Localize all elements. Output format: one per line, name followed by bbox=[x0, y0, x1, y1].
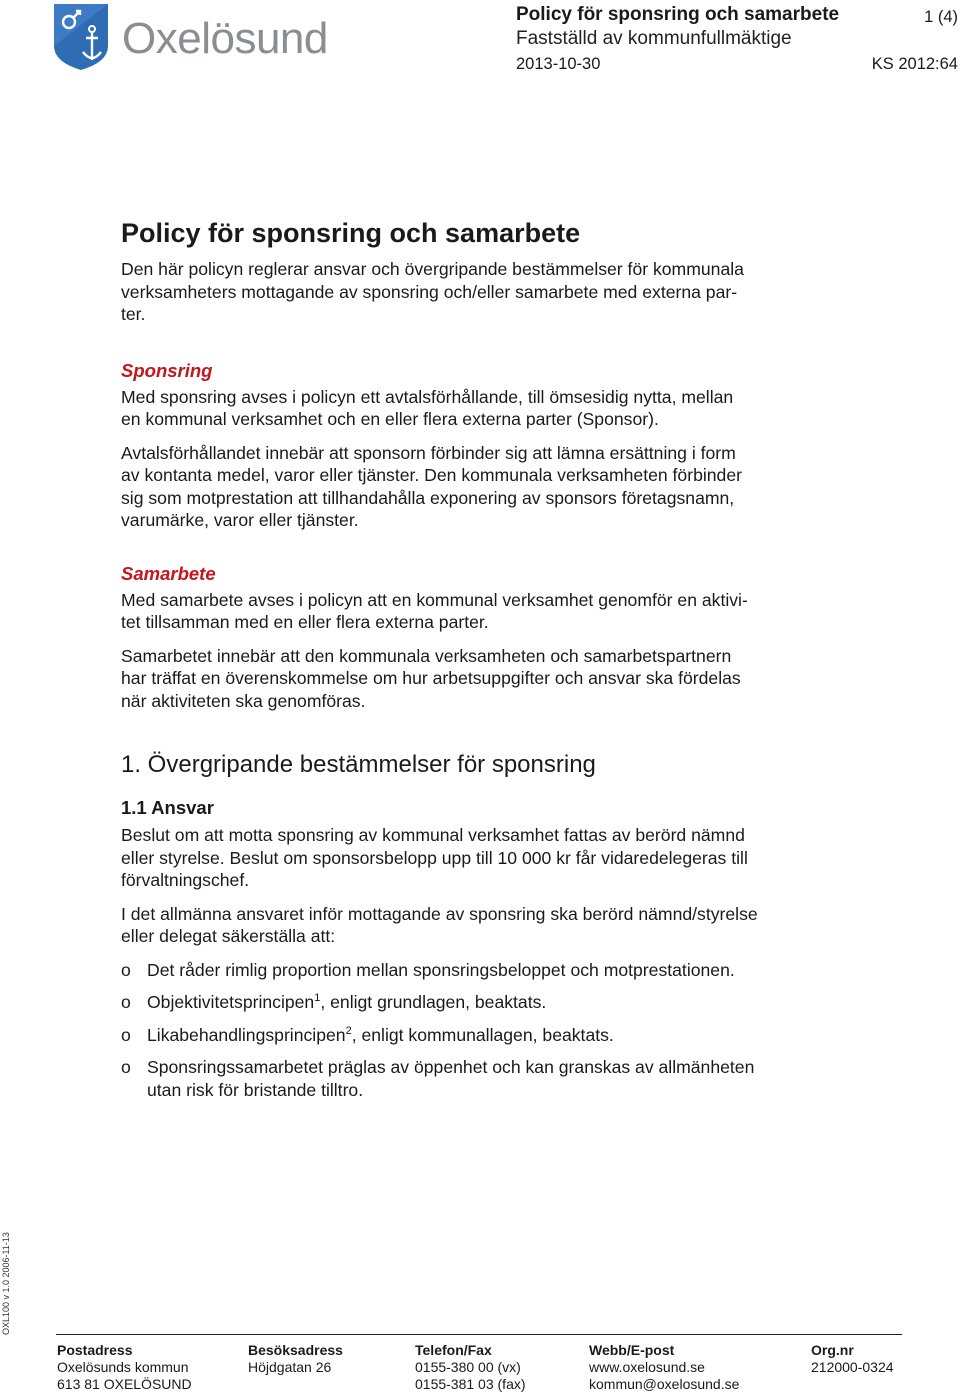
list-item-text: Sponsringssamarbetet präglas av öppenhet och kan granskas av allmänheten bbox=[147, 1057, 755, 1077]
footer-column-postadress bbox=[57, 1342, 192, 1393]
footer-heading: Org.nr bbox=[811, 1342, 854, 1358]
oxelosund-logo bbox=[52, 2, 362, 72]
text-line: I det allmänna ansvaret inför mottagande av sponsring ska berörd nämnd/styrelse bbox=[121, 903, 758, 924]
intro-line: verksamheters mottagande av sponsring och/eller samarbete med externa par- bbox=[121, 281, 738, 302]
footer-line: Höjdgatan 26 bbox=[248, 1359, 332, 1375]
email-link[interactable]: kommun@oxelosund.se bbox=[589, 1376, 740, 1392]
header-subtitle: Fastställd av kommunfullmäktige bbox=[516, 28, 792, 49]
bullet-marker: o bbox=[121, 959, 131, 980]
ansvar-paragraph-2 bbox=[121, 903, 841, 948]
footer-line: Oxelösunds kommun bbox=[57, 1359, 189, 1375]
footer-line: 0155-380 00 (vx) bbox=[415, 1359, 521, 1375]
footer-column-webb bbox=[589, 1342, 739, 1393]
text-line: tet tillsamman med en eller flera externa parter. bbox=[121, 612, 489, 632]
text-line: en kommunal verksamhet och en eller flera externa parter (Sponsor). bbox=[121, 409, 659, 429]
text-line: eller delegat säkerställa att: bbox=[121, 926, 336, 946]
list-item-text: Likabehandlingsprincipen bbox=[147, 1024, 346, 1045]
document-body bbox=[121, 216, 841, 1111]
footer-column-besoksadress bbox=[248, 1342, 343, 1376]
website-link[interactable]: www.oxelosund.se bbox=[589, 1359, 705, 1375]
list-item bbox=[121, 991, 841, 1014]
document-header bbox=[516, 4, 960, 76]
document-title: Policy för sponsring och samarbete bbox=[121, 218, 581, 248]
list-item-text: utan risk för bristande tilltro. bbox=[147, 1079, 364, 1100]
text-line: sig som motprestation att tillhandahålla exponering av sponsors företagsnamn, bbox=[121, 487, 735, 508]
header-reference: KS 2012:64 bbox=[871, 55, 958, 73]
list-item bbox=[121, 1024, 841, 1047]
footer-divider bbox=[56, 1334, 902, 1335]
footer-column-telefon bbox=[415, 1342, 526, 1393]
header-date: 2013-10-30 bbox=[516, 55, 601, 73]
ansvar-paragraph-1 bbox=[121, 824, 841, 892]
footer-line: 212000-0324 bbox=[811, 1359, 894, 1375]
list-item-text: , enligt grundlagen, beaktats. bbox=[320, 992, 547, 1012]
header-title: Policy för sponsring och samarbete bbox=[516, 4, 840, 25]
footer-heading: Telefon/Fax bbox=[415, 1342, 492, 1358]
footer-heading: Webb/E-post bbox=[589, 1342, 675, 1358]
intro-line: Den här policyn reglerar ansvar och övergripande bestämmelser för kommunala bbox=[121, 259, 744, 279]
list-item bbox=[121, 959, 841, 982]
samarbete-paragraph-2 bbox=[121, 645, 841, 713]
text-line: när aktiviteten ska genomföras. bbox=[121, 690, 366, 711]
section-1-heading: 1. Övergripande bestämmelser för sponsring bbox=[121, 751, 596, 778]
bullet-marker: o bbox=[121, 992, 131, 1012]
text-line: förvaltningschef. bbox=[121, 870, 250, 890]
list-item-text: Det råder rimlig proportion mellan sponsringsbeloppet och motprestationen. bbox=[147, 959, 735, 980]
footer-heading: Postadress bbox=[57, 1342, 133, 1358]
text-line: eller styrelse. Beslut om sponsorsbelopp upp till 10 000 kr får vidaredelegeras till bbox=[121, 847, 748, 868]
sponsring-paragraph-2 bbox=[121, 442, 841, 532]
bullet-marker: o bbox=[121, 1024, 131, 1045]
text-line: varumärke, varor eller tjänster. bbox=[121, 510, 359, 530]
samarbete-paragraph-1 bbox=[121, 589, 841, 634]
intro-line: ter. bbox=[121, 304, 146, 324]
footer-line: 0155-381 03 (fax) bbox=[415, 1376, 526, 1392]
section-heading-samarbete: Samarbete bbox=[121, 562, 216, 584]
header-date-row bbox=[516, 52, 960, 76]
list-item bbox=[121, 1056, 841, 1101]
list-item-text: Objektivitetsprincipen bbox=[147, 992, 315, 1012]
page-number: 1 (4) bbox=[924, 8, 958, 26]
text-line: Med sponsring avses i policyn ett avtalsförhållande, till ömsesidig nytta, mellan bbox=[121, 386, 734, 407]
footer-column-orgnr bbox=[811, 1342, 894, 1376]
coat-of-arms-icon bbox=[52, 2, 110, 72]
text-line: av kontanta medel, varor eller tjänster. Den kommunala verksamheten förbinder bbox=[121, 465, 742, 485]
requirements-list bbox=[121, 959, 841, 1102]
form-version-label: OXL100 v 1.0 2006-11-13 bbox=[1, 1232, 11, 1335]
bullet-marker: o bbox=[121, 1057, 131, 1077]
logo-wordmark: Oxelösund bbox=[122, 14, 328, 63]
footnote-ref[interactable]: 1 bbox=[314, 992, 321, 1004]
sponsring-paragraph-1 bbox=[121, 386, 841, 431]
footer-line: 613 81 OXELÖSUND bbox=[57, 1376, 192, 1392]
text-line: har träffat en överenskommelse om hur arbetsuppgifter och ansvar ska fördelas bbox=[121, 668, 741, 688]
footer-heading: Besöksadress bbox=[248, 1342, 343, 1358]
text-line: Samarbetet innebär att den kommunala verksamheten och samarbetspartnern bbox=[121, 645, 732, 666]
subsection-1-1-heading: 1.1 Ansvar bbox=[121, 797, 214, 818]
text-line: Med samarbete avses i policyn att en kommunal verksamhet genomför en aktivi- bbox=[121, 589, 748, 610]
footnote-ref[interactable]: 2 bbox=[345, 1024, 352, 1037]
section-heading-sponsring: Sponsring bbox=[121, 359, 213, 381]
list-item-text: , enligt kommunallagen, beaktats. bbox=[351, 1024, 614, 1045]
intro-paragraph bbox=[121, 258, 841, 326]
text-line: Beslut om att motta sponsring av kommunal verksamhet fattas av berörd nämnd bbox=[121, 825, 745, 845]
text-line: Avtalsförhållandet innebär att sponsorn förbinder sig att lämna ersättning i form bbox=[121, 442, 736, 463]
